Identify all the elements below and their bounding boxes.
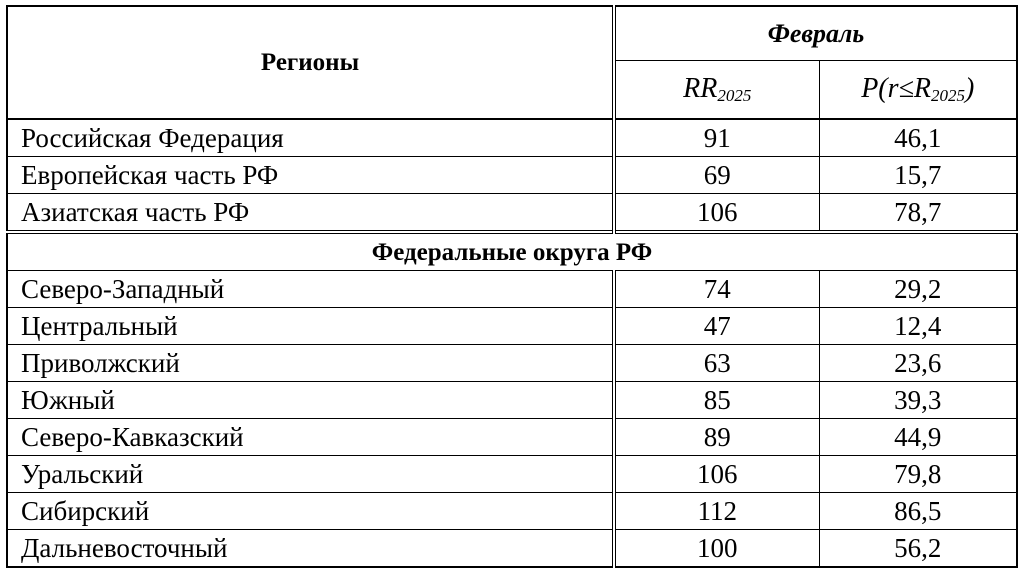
district-name: Приволжский [7,345,614,382]
region-name: Российская Федерация [7,119,614,157]
p-value: 44,9 [819,419,1017,456]
rr-label: RR [683,73,718,105]
rr-value: 63 [614,345,819,382]
p-value: 46,1 [819,119,1017,157]
table-row [7,194,1017,233]
table-row [7,119,1017,157]
table-row [7,345,1017,382]
region-name: Европейская часть РФ [7,157,614,194]
district-name: Центральный [7,308,614,345]
rr-value: 106 [614,456,819,493]
rr-value: 112 [614,493,819,530]
table-row [7,157,1017,194]
regions-table [6,5,1018,568]
p-value: 12,4 [819,308,1017,345]
p-subscript: 2025 [930,86,965,106]
p-label: P(r≤R [861,73,931,105]
p-value: 15,7 [819,157,1017,194]
rr-value: 100 [614,530,819,568]
district-name: Южный [7,382,614,419]
rr-value: 89 [614,419,819,456]
district-name: Дальневосточный [7,530,614,568]
rr-subscript: 2025 [717,86,752,106]
table-container [6,5,1016,565]
p-value: 78,7 [819,194,1017,233]
group-title: Федеральные округа РФ [7,232,1017,271]
rr-value: 69 [614,157,819,194]
p-value: 23,6 [819,345,1017,382]
region-column-header: Регионы [7,6,614,119]
p-value: 79,8 [819,456,1017,493]
p-value: 29,2 [819,271,1017,308]
p-value: 86,5 [819,493,1017,530]
table-row [7,530,1017,568]
district-name: Сибирский [7,493,614,530]
p-column-header [819,61,1017,119]
p-close: ) [964,73,975,105]
table-row [7,308,1017,345]
district-name: Северо-Западный [7,271,614,308]
group-row [7,232,1017,271]
rr-column-header [614,61,819,119]
rr-value: 47 [614,308,819,345]
district-name: Северо-Кавказский [7,419,614,456]
rr-value: 74 [614,271,819,308]
table-row [7,493,1017,530]
table-row [7,382,1017,419]
district-name: Уральский [7,456,614,493]
p-value: 39,3 [819,382,1017,419]
p-value: 56,2 [819,530,1017,568]
rr-value: 91 [614,119,819,157]
rr-value: 85 [614,382,819,419]
table-row [7,456,1017,493]
rr-value: 106 [614,194,819,233]
month-header: Февраль [614,6,1017,61]
table-row [7,271,1017,308]
table-row [7,419,1017,456]
region-name: Азиатская часть РФ [7,194,614,233]
